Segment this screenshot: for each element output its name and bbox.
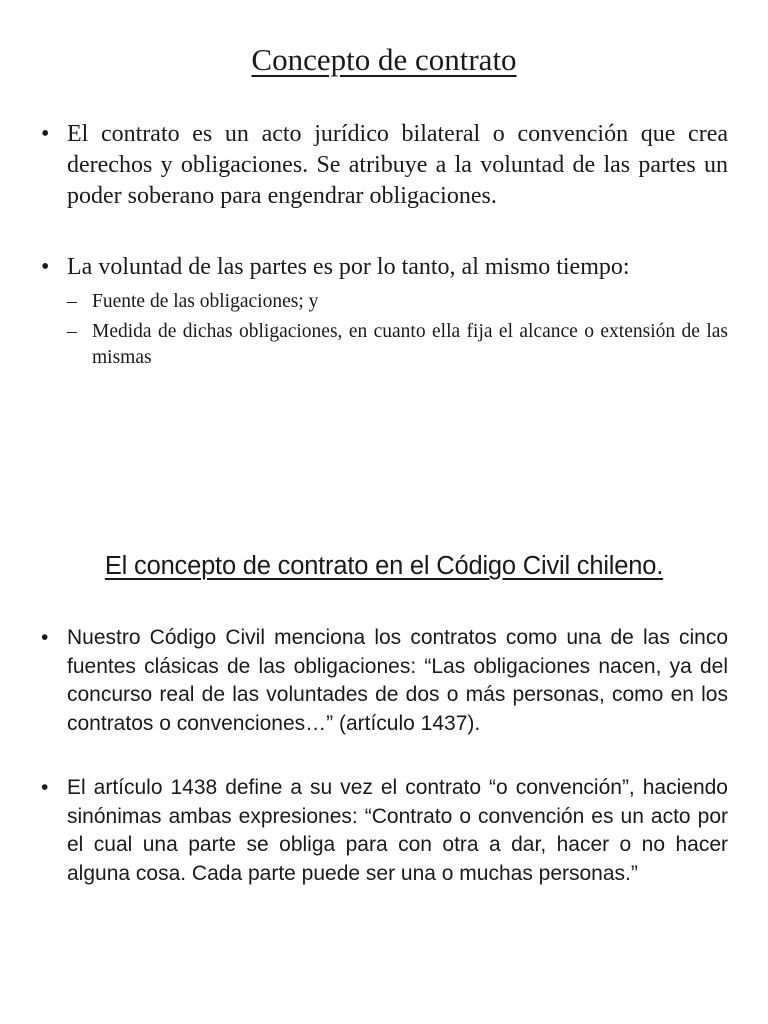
sub-bullet-text: Fuente de las obligaciones; y (92, 291, 319, 312)
bullet-icon: • (41, 254, 50, 280)
bullet-text: Nuestro Código Civil menciona los contratos como una de las cinco fuentes clásicas de las obligaciones: “Las obligaciones nacen, ya del concurso real de las voluntades de dos o más personas, como en los contratos o convenciones…” (artículo 1437). (67, 626, 728, 735)
slide-title: Concepto de contrato (251, 42, 517, 77)
slide-title: El concepto de contrato en el Código Civil chileno. (104, 552, 664, 580)
slide-content (40, 624, 728, 888)
bullet-text: La voluntad de las partes es por lo tanto, al mismo tiempo: (67, 254, 630, 280)
bullet-icon: • (41, 776, 49, 799)
sub-bullet-item (40, 289, 728, 315)
bullet-icon: • (41, 626, 49, 649)
dash-icon: – (67, 321, 77, 342)
slide-codigo-civil-chileno (0, 512, 768, 1024)
sub-bullet-item (40, 319, 728, 371)
bullet-text: El contrato es un acto jurídico bilateral o convención que crea derechos y obligaciones. Se atribuye a la voluntad de las partes un poder soberano para engendrar obligaciones. (67, 121, 728, 209)
bullet-item (40, 252, 728, 283)
bullet-item (40, 624, 728, 738)
bullet-text: El artículo 1438 define a su vez el contrato “o convención”, haciendo sinónimas ambas expresiones: “Contrato o convención es un acto por el cual una parte se obliga para con otra a dar, hacer o no hacer alguna cosa. Cada parte puede ser una o muchas personas.” (67, 776, 728, 885)
bullet-item (40, 119, 728, 212)
slide-content (40, 119, 728, 371)
bullet-icon: • (41, 121, 50, 147)
dash-icon: – (67, 291, 77, 312)
bullet-item (40, 774, 728, 888)
sub-bullet-text: Medida de dichas obligaciones, en cuanto ella fija el alcance o extensión de las mismas (92, 321, 728, 368)
